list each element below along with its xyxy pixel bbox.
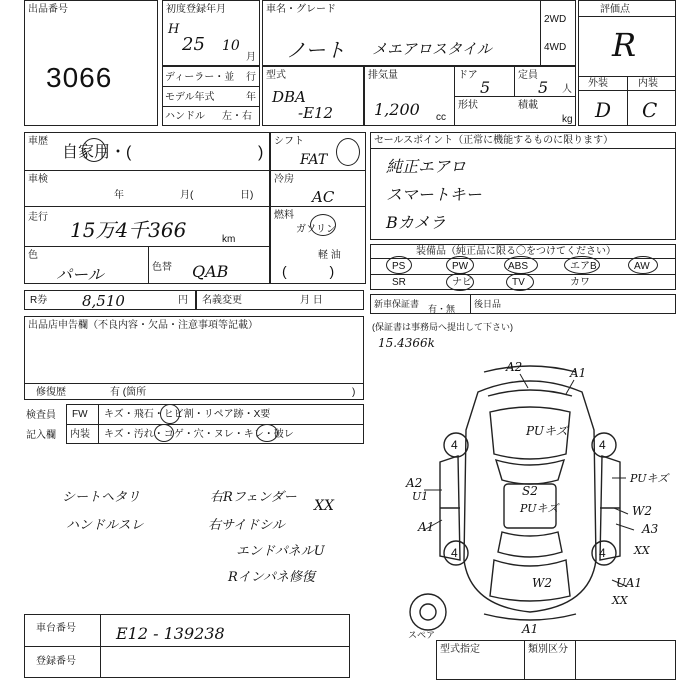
load-label: 積載 — [518, 100, 538, 111]
drive-4wd: 4WD — [544, 42, 567, 53]
handle-label: ハンドル — [165, 111, 205, 122]
mark-front-a2: A2 — [506, 360, 523, 374]
equip-tv: TV — [512, 277, 525, 288]
fuel-alt: 軽 油 — [318, 250, 341, 261]
dealer-label: ディーラー・並 — [165, 72, 235, 83]
mark-right-w2: W2 — [632, 504, 652, 518]
interior-label: 内装 — [638, 78, 658, 89]
mileage-value: 15万4千366 — [70, 218, 187, 242]
car-name: ノート — [286, 38, 346, 62]
registration-label: 初度登録年月 — [166, 4, 226, 15]
wheel-fl: 4 — [451, 438, 458, 452]
ac-label: 冷房 — [274, 174, 294, 185]
chassis-label: 車台番号 — [36, 623, 76, 634]
note-handle: ハンドルスレ — [66, 518, 144, 533]
exterior-label: 外装 — [588, 78, 608, 89]
repair-label: 修復歴 — [36, 387, 66, 398]
dealer-suffix: 行 — [246, 72, 256, 83]
wheel-rl: 4 — [451, 546, 458, 560]
mark-rear-ua1: UA1 — [616, 576, 643, 590]
displacement-unit: cc — [436, 112, 446, 123]
repair-value: 有 (箇所 — [110, 387, 147, 398]
equip-navi: ナビ — [452, 277, 472, 288]
history-value: 自家用・( — [62, 144, 132, 161]
name-change-label: 名義変更 — [202, 295, 242, 306]
warranty-value: 有・無 — [428, 304, 456, 314]
score-label: 評価点 — [600, 4, 630, 15]
mark-right-a3: A3 — [642, 522, 659, 536]
mark-rear-w2: W2 — [532, 576, 552, 590]
name-change-value: 月 日 — [300, 295, 323, 306]
capacity-label: 定員 — [518, 70, 538, 81]
exterior-defects: キズ・飛石・ヒビ割・リペア跡・X要 — [104, 409, 271, 420]
fuel-paren: ( ) — [282, 263, 335, 279]
doors-label: ドア — [458, 70, 478, 81]
class-label: 類別区分 — [528, 644, 568, 655]
exterior-score: D — [595, 98, 612, 122]
model-year-label: モデル年式 — [165, 92, 215, 103]
selling-points-title: セールスポイント（正常に機能するものに限ります） — [374, 135, 614, 146]
overall-score: R — [612, 26, 637, 64]
shape-label: 形状 — [458, 100, 478, 111]
selling-point-1: 純正エアロ — [386, 157, 467, 176]
equip-aw: AW — [634, 261, 650, 272]
equip-leather: カワ — [570, 277, 590, 288]
mark-right-xx: XX — [634, 544, 650, 557]
inspection-year: 年 — [114, 190, 124, 201]
lot-number: 3066 — [46, 62, 113, 93]
chassis-number: E12 - 139238 — [116, 624, 225, 643]
registration-month: 10 — [222, 38, 240, 54]
equip-airbag: エアB — [570, 261, 597, 272]
handle-value: 左・右 — [222, 111, 252, 122]
note-xx: XX — [314, 498, 334, 514]
manual-label: 後日品 — [474, 299, 502, 309]
type-label: 型式 — [266, 70, 286, 81]
fuel-value: ガソリン — [296, 224, 336, 235]
history-label: 車歴 — [28, 136, 48, 147]
mark-left-u1: U1 — [412, 490, 429, 503]
mileage-label: 走行 — [28, 212, 48, 223]
interior-code-label: 内装 — [70, 429, 90, 440]
recycle-unit: 円 — [178, 295, 188, 306]
drive-2wd: 2WD — [544, 14, 567, 25]
equipment-title: 装備品（純正品に限る〇をつけてください） — [416, 246, 616, 257]
mark-bumper-a1: A1 — [522, 622, 539, 636]
warranty-label: 新車保証書 — [374, 299, 420, 309]
mark-hood: PUキズ — [526, 424, 568, 438]
displacement-label: 排気量 — [368, 70, 398, 81]
color-code-label: 色替 — [152, 262, 172, 273]
displacement-value: 1,200 — [374, 100, 420, 119]
selling-point-3: Bカメラ — [386, 213, 446, 232]
lot-label: 出品番号 — [28, 4, 68, 15]
mileage-unit: km — [222, 234, 236, 245]
mark-roof: PUキズ — [520, 502, 559, 515]
repair-paren: ) — [352, 387, 356, 398]
mark-left-a2: A2 — [406, 476, 423, 490]
reg-number-label: 登録番号 — [36, 656, 76, 667]
color-value: パール — [56, 265, 104, 284]
shift-value: FAT — [300, 152, 328, 168]
wheel-rr: 4 — [599, 546, 606, 560]
doors-value: 5 — [480, 78, 491, 97]
type-spec-label: 型式指定 — [440, 644, 480, 655]
equip-ps: PS — [392, 261, 406, 272]
mark-rear-xx: XX — [612, 594, 628, 607]
note-fender: 右Rフェンダー — [210, 490, 297, 505]
mark-front-a1: A1 — [570, 366, 587, 380]
note-sill: 右サイドシル — [208, 518, 285, 533]
interior-defects: キズ・汚れ・コゲ・穴・ヌレ・キレ・破レ — [104, 429, 294, 440]
inspector-label: 検査員 — [26, 410, 56, 421]
warranty-note-value: 15.4366k — [378, 336, 435, 350]
model-year-suffix: 年 — [246, 92, 256, 103]
inspection-day: 日) — [240, 190, 254, 201]
exterior-code-label: FW — [72, 409, 88, 420]
type-code: -E12 — [298, 104, 334, 122]
mark-roof-s2: S2 — [522, 484, 538, 498]
selling-point-2: スマートキー — [386, 185, 482, 204]
note-instpanel: Rインパネ修復 — [228, 570, 315, 585]
equip-sr: SR — [392, 277, 406, 288]
recycle-value: 8,510 — [82, 292, 125, 310]
ac-value: AC — [312, 188, 335, 206]
mark-left-a1: A1 — [418, 520, 435, 534]
wheel-fr: 4 — [599, 438, 606, 452]
inspector-label-2: 記入欄 — [26, 430, 56, 441]
car-name-label: 車名・グレード — [266, 4, 336, 15]
recycle-label: R券 — [30, 295, 48, 306]
inspection-label: 車検 — [28, 174, 48, 185]
spare-label: スペア — [408, 630, 436, 640]
registration-month-suffix: 月 — [246, 52, 256, 63]
mark-right-pu: PUキズ — [630, 472, 669, 485]
color-code: QAB — [192, 262, 229, 281]
declaration-title: 出品店申告欄（不良内容・欠品・注意事項等記載） — [28, 320, 258, 331]
registration-year: 25 — [182, 34, 205, 55]
shift-label: シフト — [274, 136, 304, 147]
interior-score: C — [642, 98, 658, 122]
capacity-value: 5 — [538, 78, 549, 97]
note-seat: シートヘタリ — [62, 490, 141, 505]
warranty-note: (保証書は事務局へ提出して下さい) — [372, 322, 513, 332]
inspection-month: 月( — [180, 190, 194, 201]
fuel-label: 燃料 — [274, 210, 294, 221]
note-endpanel: エンドパネルU — [236, 544, 325, 559]
registration-era: H — [168, 22, 180, 37]
equip-abs: ABS — [508, 261, 529, 272]
car-grade: メエアロスタイル — [372, 40, 492, 58]
type-prefix: DBA — [272, 88, 306, 106]
capacity-unit: 人 — [562, 84, 572, 95]
load-unit: kg — [562, 114, 573, 125]
equip-pw: PW — [452, 261, 469, 272]
color-label: 色 — [28, 250, 38, 261]
history-paren: ) — [258, 144, 264, 161]
